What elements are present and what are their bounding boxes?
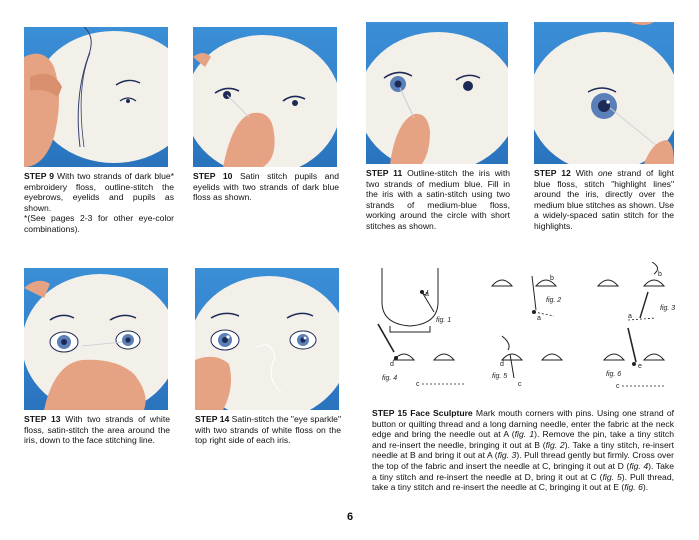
step14-caption bbox=[195, 414, 341, 446]
step12-photo bbox=[534, 22, 674, 164]
step14-text: Satin-stitch the "eye sparkle" with two strands of white floss on the top right side of each iris. bbox=[195, 414, 341, 446]
step15-text-2: ). Remove the pin, take a tiny stitch and re-insert the needle, bringing it out at B ( bbox=[372, 429, 674, 450]
step9-caption bbox=[24, 171, 174, 235]
step13-caption bbox=[24, 414, 170, 446]
step11-caption bbox=[366, 168, 510, 232]
step15-fig-ref-4: fig. 4 bbox=[629, 460, 649, 471]
step15-text-8: ). Take a tiny stitch and re-insert the needle at D, bring it out at C ( bbox=[372, 460, 674, 482]
fig3-point-b: b bbox=[658, 271, 662, 278]
fig4-point-d: d bbox=[390, 361, 394, 368]
step13-title: STEP 13 bbox=[24, 414, 61, 424]
fig5-point-c: c bbox=[518, 381, 522, 388]
step12-title: STEP 12 bbox=[534, 168, 571, 178]
fig6-diagram bbox=[604, 328, 664, 390]
fig3-label: fig. 3 bbox=[660, 305, 676, 312]
fig2-diagram bbox=[492, 275, 561, 322]
fig3-diagram bbox=[598, 262, 675, 320]
fig4-label: fig. 4 bbox=[382, 375, 398, 382]
step15-fig-ref-1: fig. 1 bbox=[514, 429, 535, 440]
fig2-point-a: a bbox=[537, 315, 541, 322]
step13-photo bbox=[24, 268, 168, 410]
step9-text: With two strands of dark blue* embroidery floss, outline-stitch the eyebrows, eyelids and pupils as shown. bbox=[24, 171, 174, 213]
step15-fig-ref-6: fig. 6 bbox=[624, 482, 643, 493]
step15-caption bbox=[372, 408, 674, 493]
step10-title: STEP 10 bbox=[193, 171, 233, 181]
page-number: 6 bbox=[346, 511, 354, 523]
step10-text: Satin stitch pupils and eyelids with two strands of dark blue floss as shown. bbox=[193, 171, 339, 203]
step13-text: With two strands of white floss, satin-stitch the area around the iris, down to the face stitching line. bbox=[24, 414, 170, 446]
step15-text-0: Mark mouth corners with pins. Using one strand of button or quilting thread and a long darning needle, enter the fabric at the neck edge and bring the needle out at A ( bbox=[372, 408, 675, 440]
fig6-point-c: c bbox=[616, 383, 620, 390]
step12-text-a: With bbox=[575, 168, 593, 178]
step15-text-4: ). Take a tiny stitch, re-insert needle at B and bring it out at A ( bbox=[372, 439, 674, 461]
fig5-label: fig. 5 bbox=[492, 373, 508, 380]
fig1-label: fig. 1 bbox=[436, 317, 452, 324]
step9-title: STEP 9 bbox=[24, 171, 55, 181]
step12-text-b: strand of light blue floss, stitch "highlight lines" around the iris, directly over the medium blue stitches as shown. Use a widely-spaced satin stitch for the highlights. bbox=[534, 168, 674, 231]
fig5-diagram bbox=[492, 336, 562, 388]
fig4-diagram bbox=[378, 324, 466, 388]
fig3-point-a: a bbox=[628, 313, 632, 320]
fig4-point-c: c bbox=[416, 381, 420, 388]
step11-photo bbox=[366, 22, 508, 164]
fig6-point-e: e bbox=[638, 363, 642, 370]
fig2-point-b: b bbox=[550, 275, 554, 282]
fig6-label: fig. 6 bbox=[606, 371, 622, 378]
fig1-point-a: a bbox=[425, 291, 429, 298]
fig1-diagram bbox=[382, 268, 451, 332]
step11-title: STEP 11 bbox=[366, 168, 403, 178]
step11-text: Outline-stitch the iris with two strands of medium blue. Fill in the iris with a satin-stitch using two strands of medium-blue floss, working around the circle with short stitches as shown. bbox=[366, 168, 510, 231]
step12-emph: one bbox=[597, 168, 613, 178]
step15-fig-ref-2: fig. 2 bbox=[545, 439, 565, 450]
fig5-point-d: d bbox=[500, 361, 504, 368]
step12-caption bbox=[534, 168, 674, 232]
step14-title: STEP 14 bbox=[195, 414, 230, 424]
step10-photo bbox=[193, 27, 337, 167]
step9-note: *(See pages 2-3 for other eye-color combinations). bbox=[24, 213, 174, 234]
step15-fig-ref-5: fig. 5 bbox=[602, 471, 622, 482]
step10-caption bbox=[193, 171, 339, 203]
step15-fig-ref-3: fig. 3 bbox=[497, 450, 517, 461]
face-sculpture-diagrams bbox=[366, 262, 678, 398]
step9-photo bbox=[24, 27, 168, 167]
step14-photo bbox=[195, 268, 339, 410]
step15-text-12: ). bbox=[642, 482, 649, 493]
fig2-label: fig. 2 bbox=[546, 297, 562, 304]
step15-text-6: ). Pull thread gently but firmly. Cross over the top of the fabric and insert the needle at C, bringing it out at D ( bbox=[372, 450, 674, 471]
step15-text-10: ). Pull thread, take a tiny stitch and re-insert the needle at C, bringing it out at E ( bbox=[372, 471, 674, 493]
step15-title: STEP 15 Face Sculpture bbox=[372, 408, 473, 418]
